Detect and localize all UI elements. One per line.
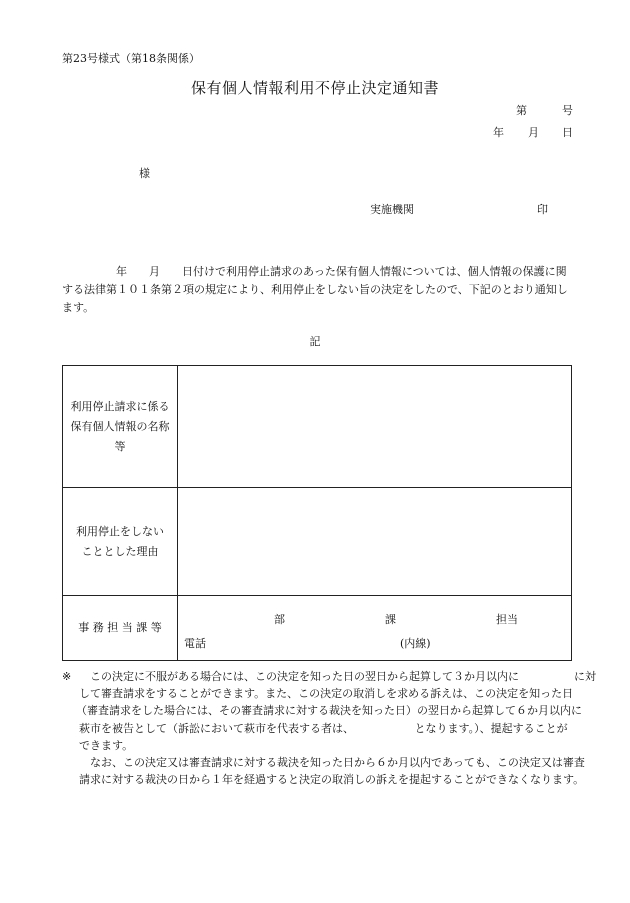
date-year: 年 <box>493 126 504 139</box>
date-day: 日 <box>562 126 573 139</box>
note-line: できます。 <box>79 738 134 752</box>
form-number: 第23号様式（第18条関係） <box>62 52 200 65</box>
body-year: 年 <box>116 265 127 278</box>
notes-section <box>62 668 596 788</box>
ki-label: 記 <box>309 335 321 348</box>
reason-label: 利用停止をしない こととした理由 <box>63 488 178 596</box>
body-month: 月 <box>149 265 160 278</box>
target-info-field[interactable] <box>178 366 572 488</box>
seal-mark: 印 <box>537 203 548 216</box>
number-go: 号 <box>562 104 573 117</box>
number-dai: 第 <box>516 104 527 117</box>
note-line: なお、この決定又は審査請求に対する裁決を知った日から６か月以内であっても、この決定又は審査 <box>90 756 585 770</box>
contact-field[interactable] <box>178 596 572 661</box>
note-line: して審査請求をすることができます。また、この決定の取消しを求める訴えは、この決定を知った日 <box>79 687 574 701</box>
reason-field[interactable] <box>178 488 572 596</box>
document-title: 保有個人情報利用不停止決定通知書 <box>190 79 439 97</box>
contact-label: 事 務 担 当 課 等 <box>63 596 178 661</box>
contact-ka: 課 <box>385 613 396 626</box>
date-month: 月 <box>528 126 539 139</box>
contact-bu: 部 <box>274 613 285 626</box>
contact-tanto: 担当 <box>496 613 518 626</box>
contact-extension-label: (内線) <box>400 637 431 650</box>
note-line: 請求に対する裁決の日から１年を経過すると決定の取消しの訴えを提起することができなくなります。 <box>79 773 585 787</box>
contact-phone-label: 電話 <box>184 637 206 650</box>
note-line: （審査請求をした場合には、その審査請求に対する裁決を知った日）の翌日から起算して６か月以内に <box>76 704 582 718</box>
note-line: 萩市を被告として（訴訟において萩市を代表する者は、 となります。）、提起することが <box>79 721 568 735</box>
details-table <box>62 365 572 661</box>
body-line3: ます。 <box>62 301 95 314</box>
body-text <box>62 263 578 317</box>
agency-label: 実施機関 <box>370 203 414 216</box>
body-line2: する法律第１０１条第２項の規定により、利用停止をしない旨の決定をしたので、下記のとおり通知し <box>62 283 568 296</box>
note-line: この決定に不服がある場合には、この決定を知った日の翌日から起算して３か月以内に に対 <box>90 670 596 683</box>
addressee-sama: 様 <box>139 167 150 180</box>
note-asterisk: ※ <box>62 670 72 683</box>
body-line1: 日付けで利用停止請求のあった保有個人情報については、個人情報の保護に関 <box>182 265 567 278</box>
target-info-label: 利用停止請求に係る 保有個人情報の名称 等 <box>63 366 178 488</box>
